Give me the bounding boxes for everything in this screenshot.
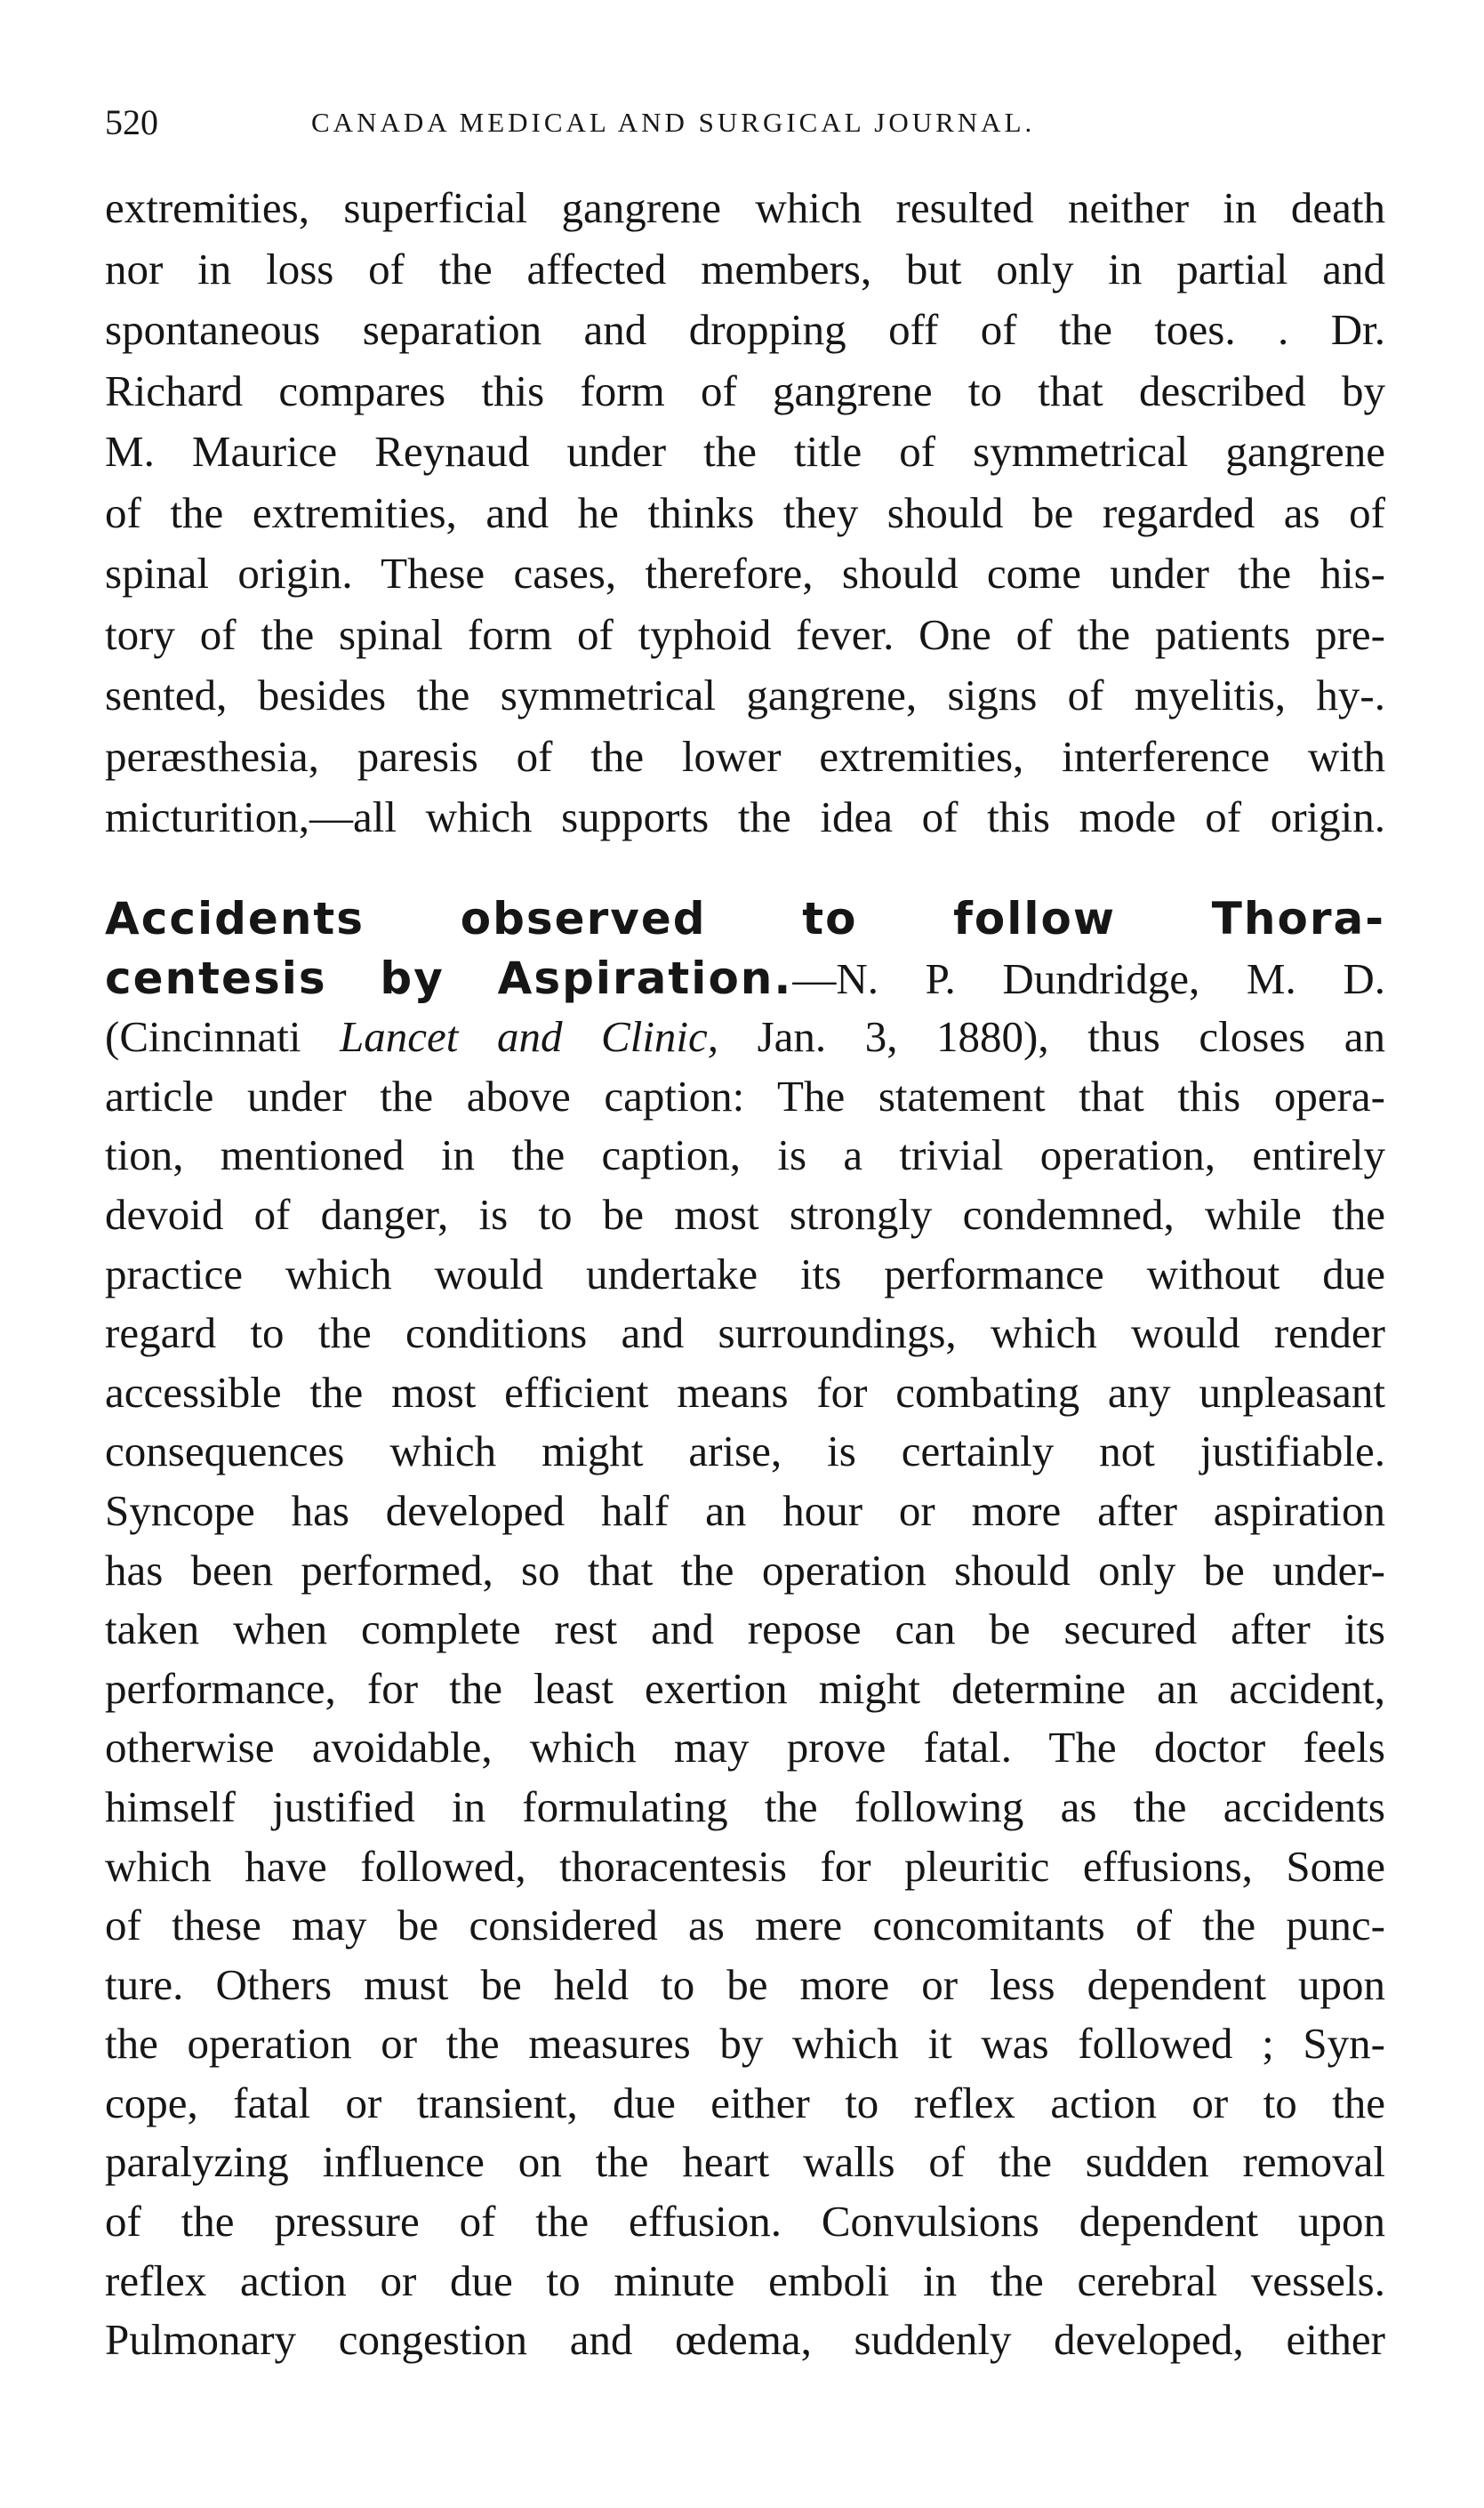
- text-line: peræsthesia, paresis of the lower extremities, interference with: [105, 731, 1385, 781]
- text-line: cope, fatal or transient, due either to reflex action or to the: [105, 2078, 1385, 2127]
- text-line: otherwise avoidable, which may prove fatal. The doctor feels: [105, 1723, 1385, 1772]
- text-line: Richard compares this form of gangrene to that described by: [105, 366, 1385, 415]
- text-line: performance, for the least exertion might determine an accident,: [105, 1663, 1385, 1713]
- text-line: of the extremities, and he thinks they should be regarded as of: [105, 487, 1385, 537]
- article-heading-line: [105, 889, 1385, 949]
- citation-journal: Lancet and Clinic,: [340, 1012, 719, 1062]
- journal-title: CANADA MEDICAL AND SURGICAL JOURNAL.: [311, 107, 1036, 138]
- text-line: Pulmonary congestion and œdema, suddenly developed, either: [105, 2315, 1385, 2365]
- article-heading-continued: centesis by Aspiration.: [105, 952, 793, 1004]
- text-line: accessible the most efficient means for combating any unpleasant: [105, 1367, 1385, 1417]
- text-line: micturition,—all which supports the idea of this mode of origin.: [105, 792, 1385, 841]
- text-line: spontaneous separation and dropping off of the toes. . Dr.: [105, 305, 1385, 354]
- text-line: sented, besides the symmetrical gangrene, signs of myelitis, hy-.: [105, 671, 1385, 719]
- text-line: paralyzing influence on the heart walls of the sudden removal: [105, 2137, 1385, 2187]
- text-line: ture. Others must be held to be more or less dependent upon: [105, 1959, 1385, 2009]
- text-line: of the pressure of the effusion. Convulsions dependent upon: [105, 2197, 1385, 2247]
- citation-rest: Jan. 3, 1880), thus closes an: [718, 1012, 1385, 1062]
- page-number: 520: [105, 102, 158, 142]
- text-line: tion, mentioned in the caption, is a trivial operation, entirely: [105, 1130, 1385, 1180]
- article-author: —N. P. Dundridge, M. D.: [792, 953, 1385, 1003]
- text-line: Syncope has developed half an hour or more after aspiration: [105, 1485, 1385, 1535]
- text-line: has been performed, so that the operation should only be under-: [105, 1545, 1385, 1595]
- text-line: spinal origin. These cases, therefore, should come under the his-: [105, 549, 1385, 598]
- text-line: reflex action or due to minute emboli in the cerebral vessels.: [105, 2255, 1385, 2305]
- text-line: devoid of danger, is to be most strongly condemned, while the: [105, 1189, 1385, 1239]
- text-line: M. Maurice Reynaud under the title of symmetrical gangrene: [105, 427, 1385, 476]
- text-line: article under the above caption: The statement that this opera-: [105, 1071, 1385, 1121]
- text-line: the operation or the measures by which it was followed ; Syn-: [105, 2019, 1385, 2069]
- text-line: extremities, superficial gangrene which resulted neither in death: [105, 183, 1385, 232]
- running-head: [105, 96, 1385, 149]
- paragraph-gangrene: [105, 178, 1385, 848]
- citation-line: [105, 1008, 1385, 1067]
- text-line: taken when complete rest and repose can be secured after its: [105, 1604, 1385, 1654]
- text-line: consequences which might arise, is certainly not justifiable.: [105, 1427, 1385, 1476]
- article-heading-line: [105, 949, 1385, 1009]
- article-thoracentesis: [105, 889, 1385, 2370]
- text-line: practice which would undertake its performance without due: [105, 1249, 1385, 1298]
- text-line: himself justified in formulating the following as the accidents: [105, 1781, 1385, 1831]
- text-line: which have followed, thoracentesis for pleuritic effusions, Some: [105, 1841, 1385, 1891]
- citation-open: (Cincinnati: [105, 1012, 341, 1062]
- text-line: tory of the spinal form of typhoid fever. One of the patients pre-: [105, 609, 1385, 659]
- text-line: of these may be considered as mere concomitants of the punc-: [105, 1901, 1385, 1950]
- article-heading: Accidents observed to follow Thora-: [105, 893, 1385, 945]
- text-line: regard to the conditions and surroundings, which would render: [105, 1308, 1385, 1358]
- text-line: nor in loss of the affected members, but only in partial and: [105, 244, 1385, 293]
